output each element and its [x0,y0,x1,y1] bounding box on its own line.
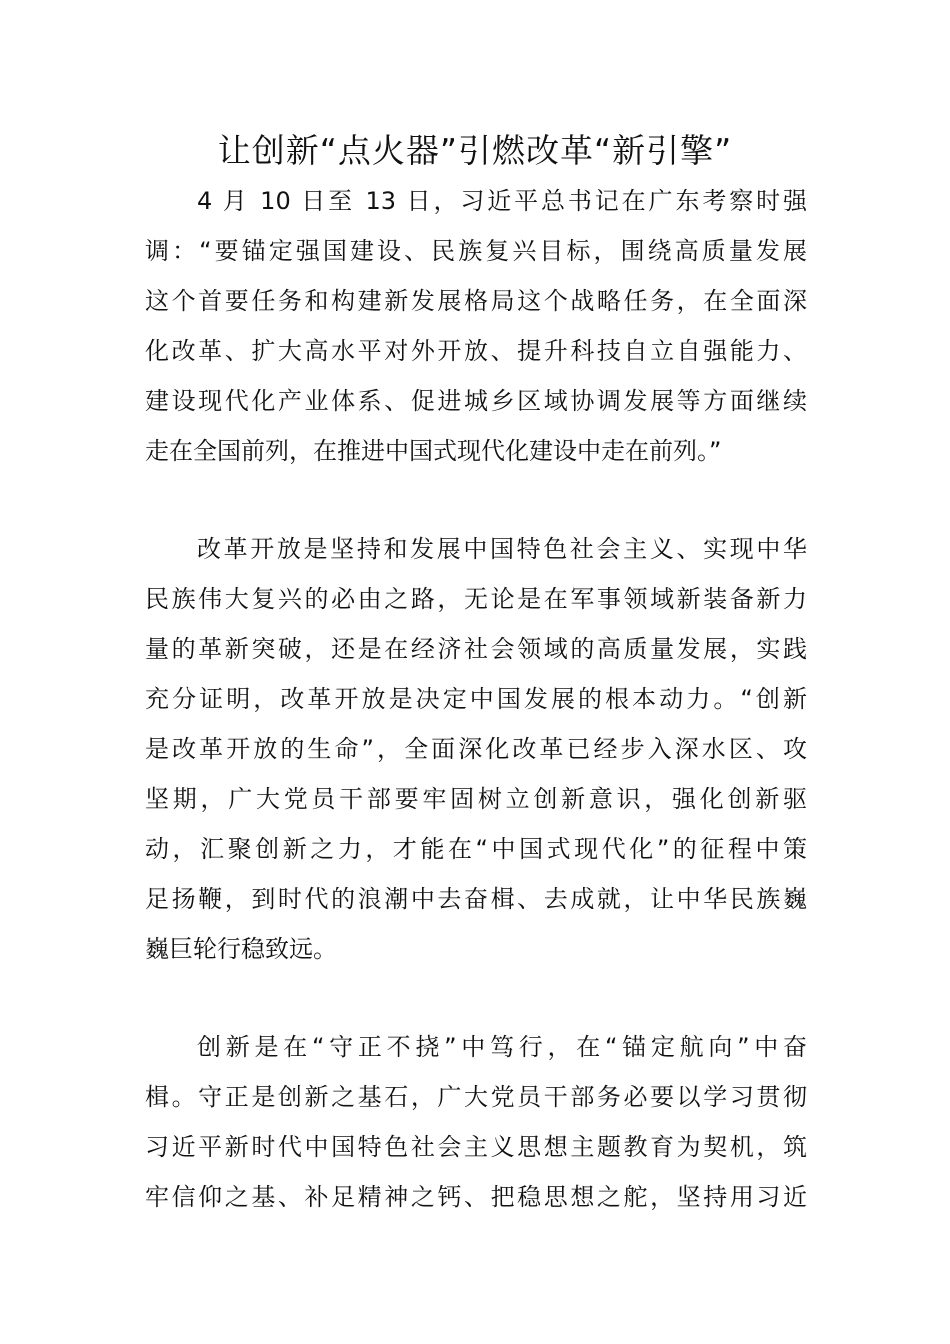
paragraph-line: 充分证明，改革开放是决定中国发展的根本动力。“创新 [145,685,807,713]
paragraph-line: 调：“要锚定强国建设、民族复兴目标，围绕高质量发展 [145,237,807,265]
paragraph-line: 足扬鞭，到时代的浪潮中去奋楫、去成就，让中华民族巍 [145,885,807,913]
paragraph-line: 动，汇聚创新之力，才能在“中国式现代化”的征程中策 [145,835,807,863]
document-title: 让创新“点火器”引燃改革“新引擎” [217,131,733,170]
paragraph-3 [145,1022,807,1222]
paragraph-line: 走在全国前列，在推进中国式现代化建设中走在前列。” [145,437,722,465]
paragraph-line: 量的革新突破，还是在经济社会领域的高质量发展，实践 [145,635,807,663]
paragraph-1 [145,176,807,476]
paragraph-line: 牢信仰之基、补足精神之钙、把稳思想之舵，坚持用习近 [145,1183,807,1211]
paragraph-line: 是改革开放的生命”，全面深化改革已经步入深水区、攻 [145,735,807,763]
paragraph-line: 改革开放是坚持和发展中国特色社会主义、实现中华 [197,535,807,563]
paragraph-line: 坚期，广大党员干部要牢固树立创新意识，强化创新驱 [145,785,807,813]
paragraph-line: 建设现代化产业体系、促进城乡区域协调发展等方面继续 [145,387,807,415]
paragraph-line: 这个首要任务和构建新发展格局这个战略任务，在全面深 [145,287,807,315]
paragraph-2 [145,524,807,974]
paragraph-line: 4 月 10 日至 13 日，习近平总书记在广东考察时强 [197,187,807,215]
paragraph-line: 巍巨轮行稳致远。 [145,935,337,963]
paragraph-line: 民族伟大复兴的必由之路，无论是在军事领域新装备新力 [145,585,807,613]
paragraph-line: 创新是在“守正不挠”中笃行，在“锚定航向”中奋 [197,1033,807,1061]
paragraph-line: 习近平新时代中国特色社会主义思想主题教育为契机，筑 [145,1133,807,1161]
paragraph-line: 化改革、扩大高水平对外开放、提升科技自立自强能力、 [145,337,807,365]
paragraph-line: 楫。守正是创新之基石，广大党员干部务必要以学习贯彻 [145,1083,807,1111]
